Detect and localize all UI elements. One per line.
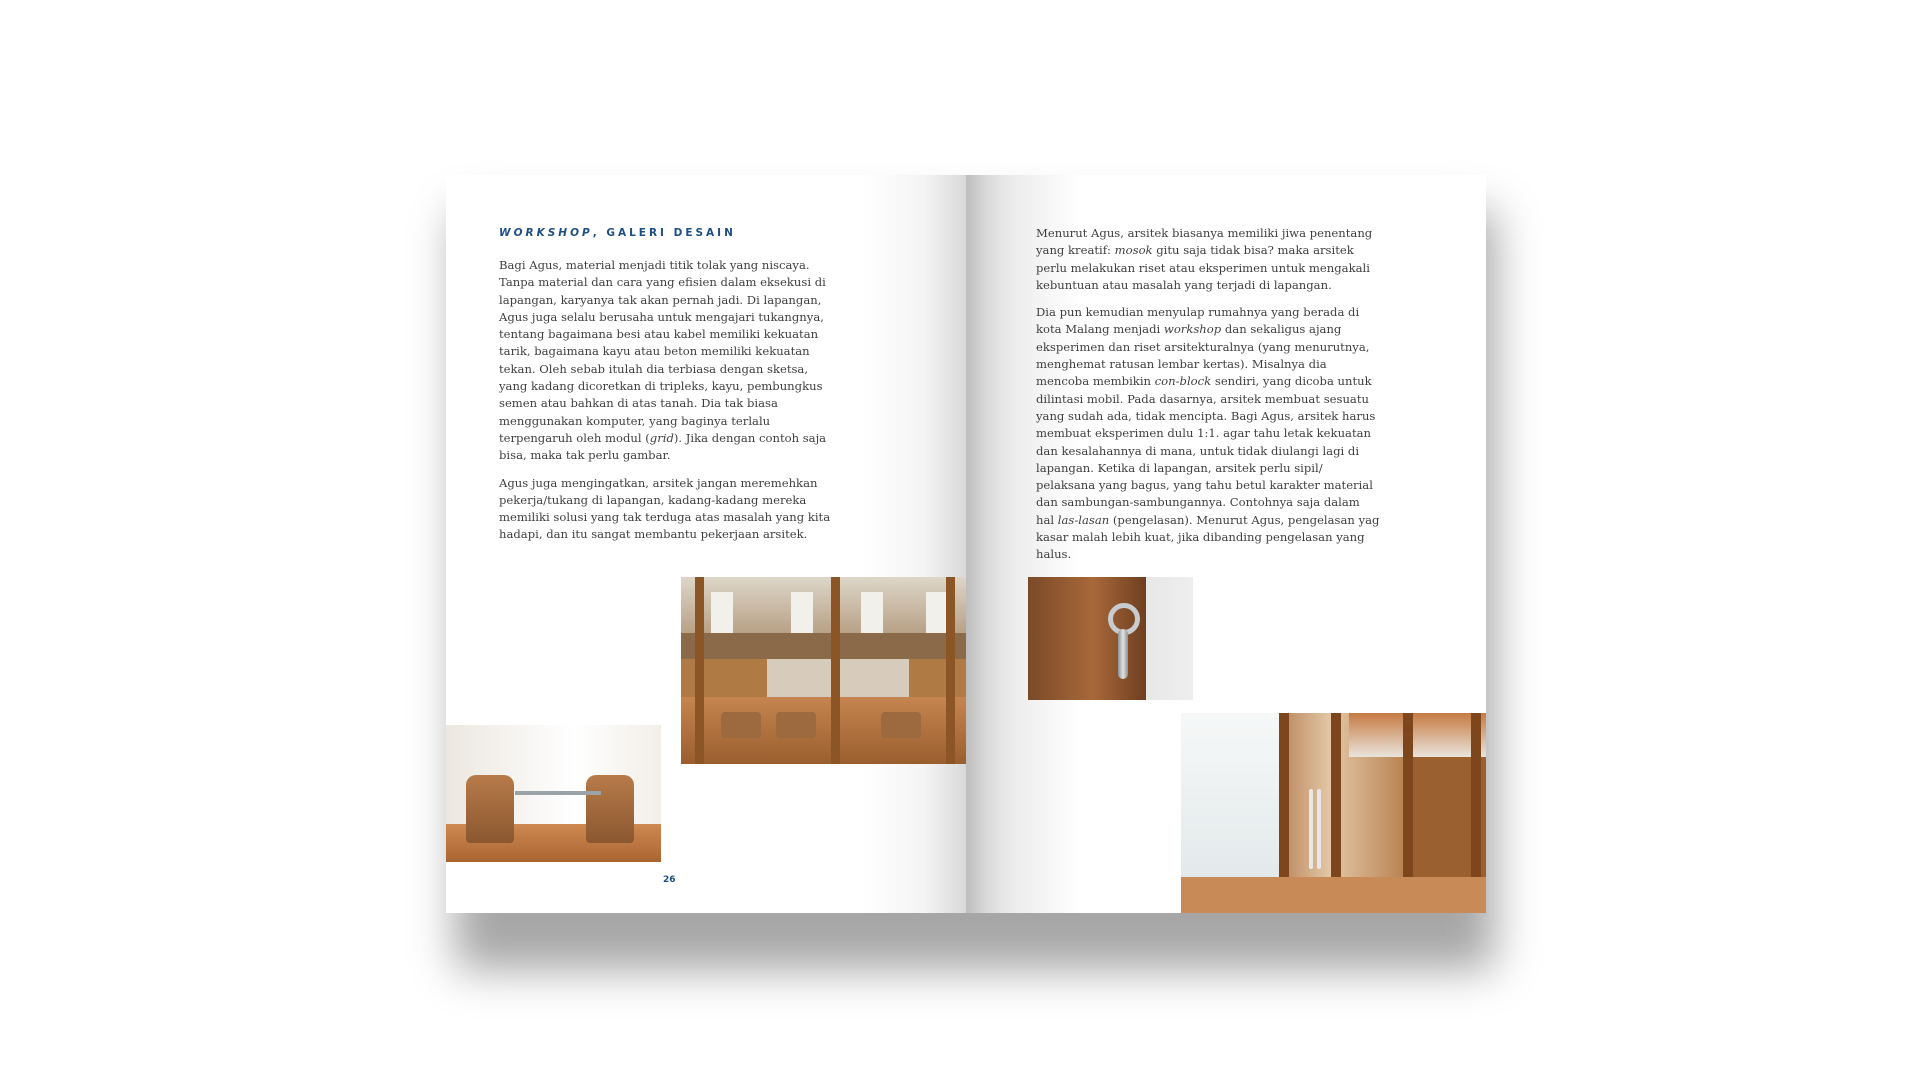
heading-rest: , GALERI DESAIN <box>592 227 736 239</box>
section-heading <box>499 227 736 239</box>
left-paragraph-1: Bagi Agus, material menjadi titik tolak yang niscaya. Tanpa material dan cara yang efisien dalam eksekusi di lapangan, karyanya tak akan pernah jadi. Di lapangan, Agus juga selalu berusaha untuk mengajari tukangnya, tentang bagaimana besi atau kabel memiliki kekuatan tarik, bagaimana kayu atau beton memiliki kekuatan tekan. Oleh sebab itulah dia terbiasa dengan sketsa, yang kadang dicoretkan di tripleks, kayu, pembungkus semen atau bahkan di atas tanah. Dia tak biasa menggunakan komputer, yang baginya terlalu terpengaruh oleh modul (grid). Jika dengan contoh saja bisa, maka tak perlu gambar. <box>499 258 827 463</box>
left-paragraph-2: Agus juga mengingatkan, arsitek jangan meremehkan pekerja/tukang di lapangan, kadang-kadang mereka memiliki solusi yang tak terduga atas masalah yang kita hadapi, dan itu sangat membantu pekerjaan arsitek. <box>499 475 831 542</box>
book-spread <box>446 175 1486 913</box>
wooden-corridor-photo <box>1181 713 1486 913</box>
heading-italic: WORKSHOP <box>499 227 593 239</box>
right-text-column <box>1036 225 1381 574</box>
left-page <box>446 175 966 913</box>
page-number: 26 <box>663 875 676 885</box>
left-text-column <box>499 257 839 554</box>
right-paragraph-1: Menurut Agus, arsitek biasanya memiliki jiwa penentang yang kreatif: mosok gitu saja tidak bisa? maka arsitek perlu melakukan riset atau eksperimen untuk mengakali kebuntuan atau masalah yang terjadi di lapangan. <box>1036 226 1373 292</box>
right-page <box>966 175 1486 913</box>
right-paragraph-2: Dia pun kemudian menyulap rumahnya yang berada di kota Malang menjadi workshop dan sekaligus ajang eksperimen dan riset arsitekturalnya (yang menurutnya, menghemat ratusan lembar kertas). Misalnya dia mencoba membikin con-block sendiri, yang dicoba untuk dilintasi mobil. Pada dasarnya, arsitek membuat sesuatu yang sudah ada, tidak mencipta. Bagi Agus, arsitek harus membuat eksperimen dulu 1:1. agar tahu letak kekuatan dan kesalahannya di mana, untuk tidak diulangi lagi di lapangan. Ketika di lapangan, arsitek perlu sipil/ pelaksana yang bagus, yang tahu betul karakter material dan sambungan-sambungannya. Contohnya saja dalam hal las-lasan (pengelasan). Menurut Agus, pengelasan yag kasar malah lebih kuat, jika dibanding pengelasan yang halus. <box>1036 305 1380 562</box>
lever-handle-photo <box>1028 577 1193 700</box>
leather-chairs-photo <box>446 725 661 862</box>
interior-mezzanine-photo <box>681 577 966 764</box>
